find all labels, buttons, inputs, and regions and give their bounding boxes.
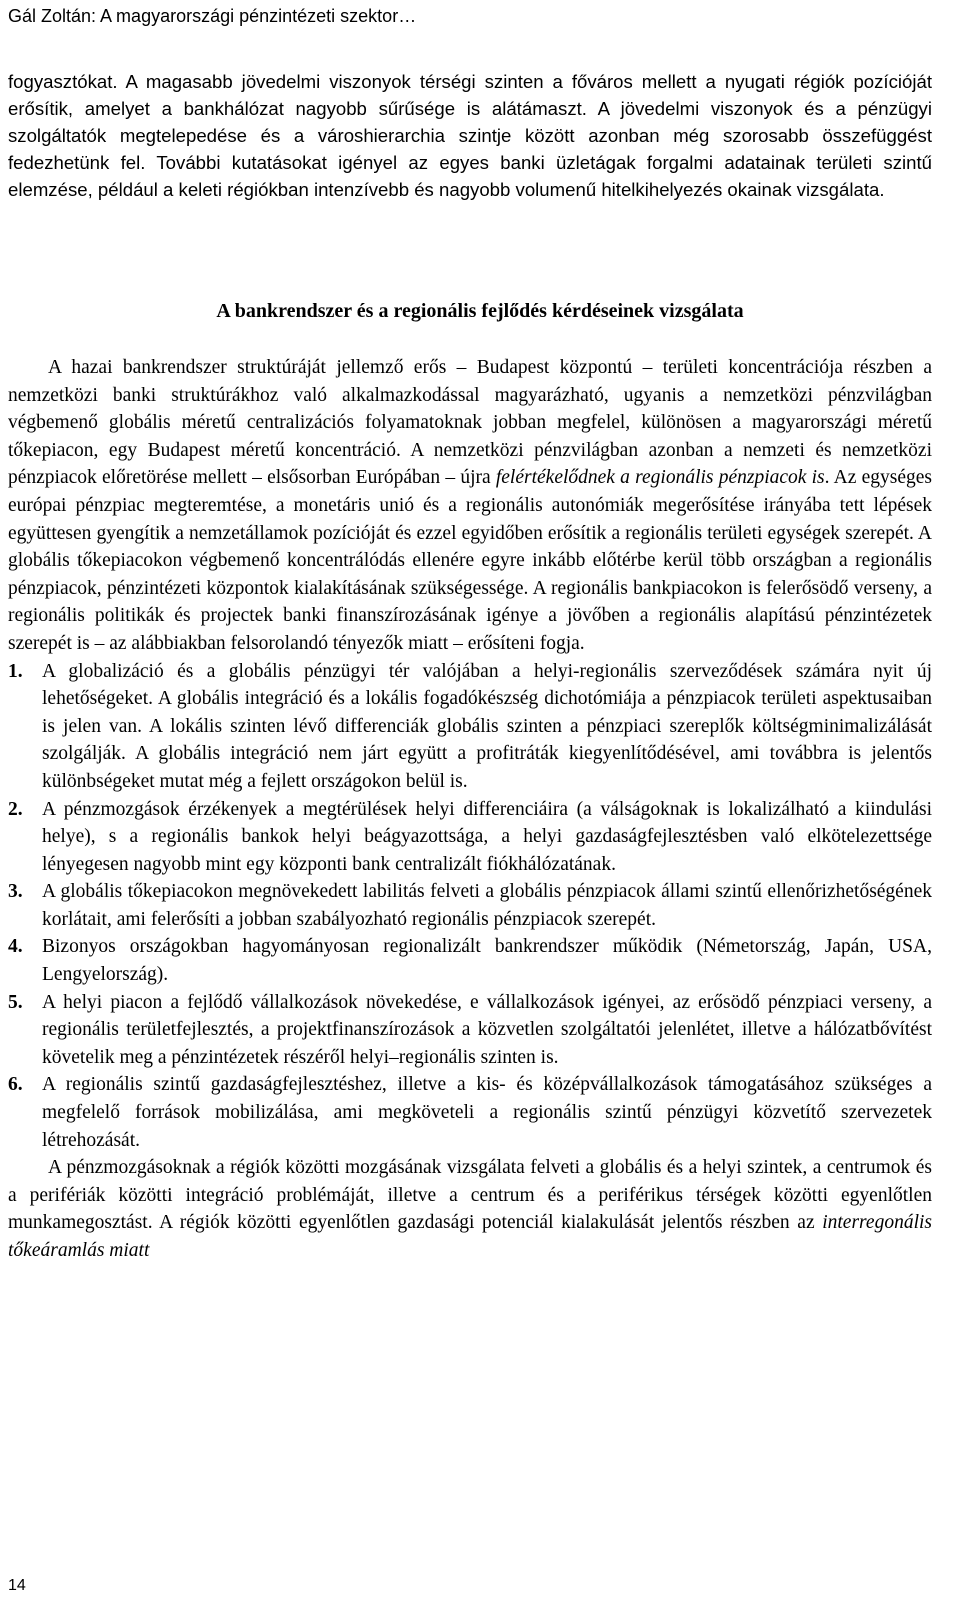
list-item — [8, 878, 932, 933]
page-number: 14 — [8, 1577, 26, 1594]
list-number: 2. — [8, 798, 23, 820]
list-item-text: Bizonyos országokban hagyományosan regionalizált bankrendszer működik (Németország, Japán, USA, Lengyelország). — [42, 936, 932, 986]
section-body — [8, 354, 932, 1265]
list-number: 4. — [8, 936, 23, 958]
section-heading: A bankrendszer és a regionális fejlődés kérdéseinek vizsgálata — [216, 300, 744, 322]
paragraph-text: A pénzmozgásoknak a régiók közötti mozgásának vizsgálata felveti a globális és a helyi szintek, a centrumok és a perifériák közötti integráció problémáját, illetve a centrum és a periférikus térségek közötti egyenlőtlen munkamegosztást. A régiók közötti egyenlőtlen gazdasági potenciál kialakulását jelentős részben az — [8, 1157, 932, 1234]
paragraph-text: . Az egységes európai pénzpiac megteremtése, a monetáris unió és a regionális autonómiák megerősítése irányába tett lépések együttesen gyengítik a nemzetállamok pozícióját és ezzel egyidőben erősítik a regionális területi egységek szerepét. A globális tőkepiacokon végbemenő koncentrálódás ellenére egyre inkább előtérbe kerül több országban a regionális pénzpiacok, pénzintézeti központok kialakításának szükségessége. A regionális bankpiacokon is felerősödő verseny, a regionális politikák és projectek banki finanszírozásának igénye a jövőben a regionális alapítású pénzintézetek szerepét is – az alábbiakban felsorolandó tényezők miatt – erősíteni fogja. — [8, 467, 933, 654]
intro-paragraph: fogyasztókat. A magasabb jövedelmi viszonyok térségi szinten a főváros mellett a nyugati régiók pozícióját erősítik, amelyet a bankhálózat nagyobb sűrűsége is alátámaszt. A jövedelmi viszonyok és a pénzügyi szolgáltatók megtelepedése és a városhierarchia szintje között azonban még szorosabb összefüggést fedezhetünk fel. További kutatásokat igényel az egyes banki üzletágak forgalmi adatainak területi szintű elemzése, például a keleti régiókban intenzívebb és nagyobb volumenű hitelkihelyezés okainak vizsgálata. — [8, 71, 932, 200]
list-item-text: A helyi piacon a fejlődő vállalkozások növekedése, e vállalkozások igényei, az erősödő pénzpiaci verseny, a regionális területfejlesztés, a projektfinanszírozások a közvetlen szolgáltatói jelenlétet, illetve a hálózatbővítést követelik meg a pénzintézetek részéről helyi–regionális szinten is. — [42, 991, 932, 1068]
paragraph-text: A hazai bankrendszer struktúráját jellemző erős – Budapest központú – területi koncentrációja részben a nemzetközi banki struktúrákhoz való alkalmazkodással magyarázható, ugyanis a nemzetközi pénzvilágban végbemenő globális méretű centralizációs folyamatoknak jobban megfelel, különösen a magyarországi méretű tőkepiacon, egy Budapest méretű koncentráció. A nemzetközi pénzvilágban azonban a nemzeti és nemzetközi pénzpiacok előretörése mellett – elsősorban Európában – újra — [8, 357, 932, 489]
factor-list — [8, 658, 932, 1155]
emphasis-text: interregonális tőkeáramlás miatt — [8, 1212, 932, 1261]
list-item-text: A globális tőkepiacokon megnövekedett labilitás felveti a globális pénzpiacok állami szintű ellenőrizhetőségének korlátait, ami felerősíti a jobban szabályozható regionális pénzpiacok szerepét. — [42, 881, 932, 930]
list-item — [8, 989, 932, 1072]
list-item-text: A regionális szintű gazdaságfejlesztéshez, illetve a kis- és középvállalkozások támogatásához szükséges a megfelelő források mobilizálása, ami megköveteli a regionális szintű pénzügyi közvetítő szervezetek létrehozását. — [42, 1074, 932, 1151]
section-paragraph — [8, 354, 932, 658]
list-number: 5. — [8, 991, 23, 1013]
list-item — [8, 658, 932, 796]
list-item — [8, 1071, 932, 1154]
list-number: 6. — [8, 1074, 23, 1096]
list-item — [8, 933, 932, 988]
list-item — [8, 796, 932, 879]
list-number: 3. — [8, 881, 23, 903]
list-item-text: A globalizáció és a globális pénzügyi tér valójában a helyi-regionális szerveződések számára nyit új lehetőségeket. A globális integráció és a lokális fogadókészség dichotómiája a pénzpiacok területi aspektusaiban is jelen van. A lokális szinten lévő differenciák globális szinten a pénzpiaci szereplők költségminimalizálását szolgálják. A globális integráció nem járt együtt a profitráták kiegyenlítődésével, ami továbbra is jelentős különbségeket mutat még a fejlett országokon belül is. — [42, 660, 932, 792]
list-number: 1. — [8, 660, 23, 682]
list-item-text: A pénzmozgások érzékenyek a megtérülések helyi differenciáira (a válságoknak is lokalizálható a kiindulási helye), s a regionális bankok helyi beágyazottsága, a helyi gazdaságfejlesztésben való elkötelezettsége lényegesen nagyobb mint egy központi bank centralizált fiókhálózatának. — [42, 798, 932, 875]
running-header: Gál Zoltán: A magyarországi pénzintézeti szektor… — [8, 6, 417, 26]
closing-paragraph — [8, 1154, 932, 1264]
emphasis-text: felértékelődnek a regionális pénzpiacok is — [495, 467, 825, 489]
